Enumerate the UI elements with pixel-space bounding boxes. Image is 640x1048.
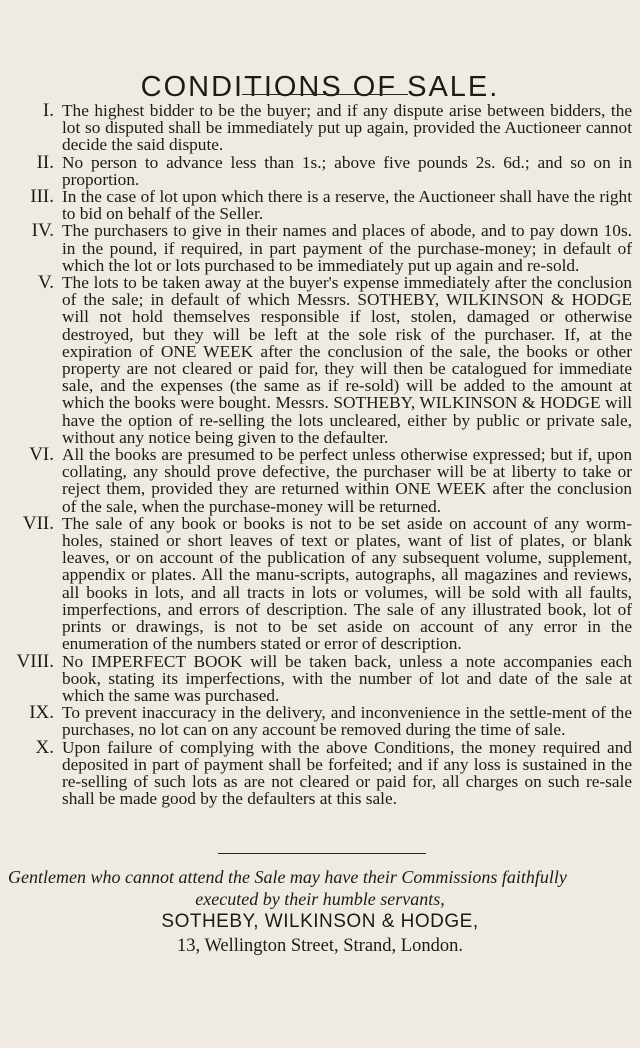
condition-item [10,222,632,274]
condition-number: VII. [22,512,54,534]
firm-name: SOTHEBY, WILKINSON & HODGE, [161,911,479,932]
condition-text: All the books are presumed to be perfect unless otherwise expressed; but if, upon collating, any should prove defective, the purchaser will be at liberty to take or reject them, provided they are returned within ONE WEEK after the conclusion of the sale, when the purchase-money will be returned. [62,445,632,516]
page-title: CONDITIONS OF SALE. [140,71,500,104]
condition-item [10,151,632,189]
condition-text: The highest bidder to be the buyer; and if any dispute arise between bidders, the lot so disputed shall be immediately put up again, provided the Auctioneer cannot decide the said dispute. [62,101,632,155]
condition-text: To prevent inaccuracy in the delivery, and inconvenience in the settle-ment of the purchases, no lot can on any account be removed during the time of sale. [62,703,632,740]
title-rule-divider [242,94,408,95]
condition-text: No IMPERFECT BOOK will be taken back, unless a note accompanies each book, stating its imperfections, with the number of lot and date of the sale at which the same was purchased. [62,651,632,705]
conditions-list [10,102,632,807]
condition-number: IV. [31,220,54,242]
condition-number: X. [35,736,54,758]
condition-number: VIII. [16,650,54,672]
condition-number: II. [36,151,54,173]
condition-number: I. [42,100,54,121]
condition-number: IX. [29,702,54,724]
condition-item [10,446,632,515]
condition-item [10,512,632,654]
firm-address: 13, Wellington Street, Strand, London. [177,936,463,956]
commission-notice: Gentlemen who cannot attend the Sale may have their Commissions faithfully [8,867,567,887]
condition-number: III. [30,186,54,208]
condition-text: The lots to be taken away at the buyer's expense immediately after the conclusion of the sale; in default of which Messrs. SOTHEBY, WILKINSON & HODGE will not hold themselves responsible if lost, stolen, damaged or otherwise destroyed, but they will be left at the sole risk of the purchaser. If, at the expiration of ONE WEEK after the conclusion of the sale, the books or other property are not cleared or paid for, they will then be catalogued for immediate sale, and the expenses (the same as if re-sold) will be added to the amount at which the books were bought. Messrs. SOTHEBY, WILKINSON & HODGE will have the option of re-selling the lots uncleared, either by public or private sale, without any notice being given to the defaulter. [62,273,632,447]
footer-notice [0,866,640,958]
condition-item [10,736,632,809]
condition-item [10,188,632,222]
servants-line: executed by their humble servants, [195,889,445,909]
condition-text: No person to advance less than 1s.; above five pounds 2s. 6d.; and so on in proportion. [62,152,632,189]
condition-number: VI. [29,444,54,466]
condition-item [10,704,632,738]
condition-item [10,102,632,154]
condition-item [10,274,632,446]
footer-rule-divider [218,853,426,854]
condition-text: The sale of any book or books is not to be set aside on account of any worm-holes, stained or short leaves of text or plates, want of list of plates, or blank leaves, or on account of the publication of any subsequent volume, supplement, appendix or plates. All the manu-scripts, autographs, all magazines and reviews, all books in lots, and all tracts in lots or volumes, will be sold with all faults, imperfections, and errors of description. The sale of any illustrated book, lot of prints or drawings, is not to be set aside on account of any error in the enumeration of the numbers stated or error of description. [62,513,632,654]
condition-number: V. [37,272,54,294]
condition-text: In the case of lot upon which there is a reserve, the Auctioneer shall have the right to bid on behalf of the Seller. [62,187,632,224]
condition-item [10,650,632,705]
condition-text: Upon failure of complying with the above Conditions, the money required and deposited in part of payment shall be forfeited; and if any loss is sustained in the re-selling of such lots as are not cleared or paid for, all charges on such re-sale shall be made good by the defaulters at this sale. [62,737,632,809]
condition-text: The purchasers to give in their names and places of abode, and to pay down 10s. in the pound, if required, in part payment of the purchase-money; in default of which the lot or lots purchased to be immediately put up again and re-sold. [62,221,632,275]
